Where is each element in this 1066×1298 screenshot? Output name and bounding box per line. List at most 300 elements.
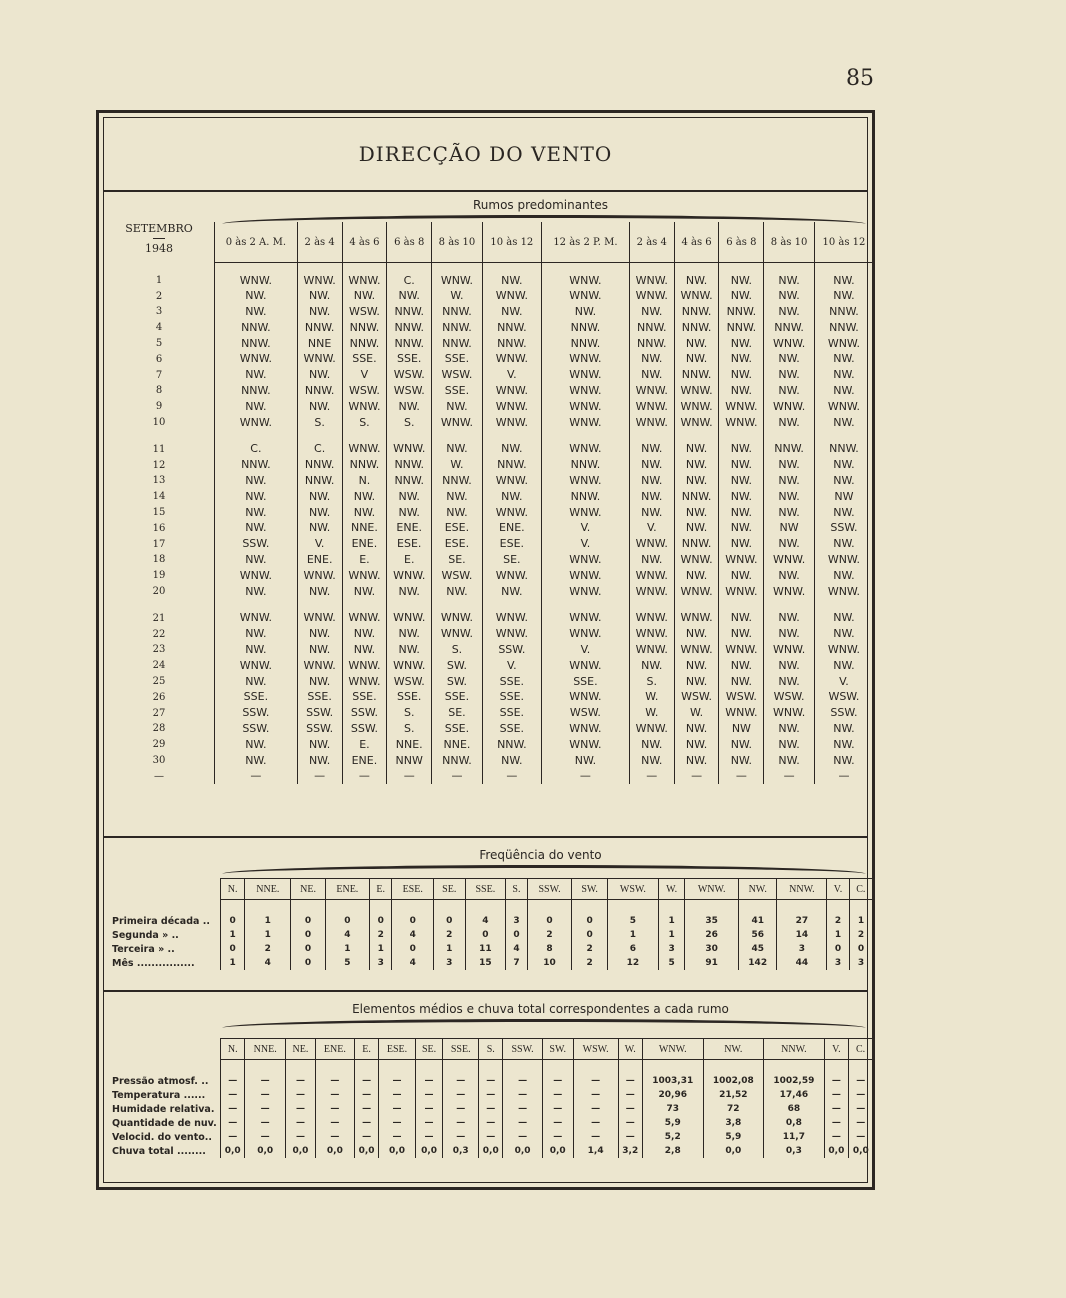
direction-body bbox=[104, 263, 873, 785]
elem-value: — bbox=[245, 1102, 285, 1116]
direction-cell: NNW. bbox=[629, 336, 674, 352]
direction-cell: NW. bbox=[215, 626, 298, 642]
direction-cell: W. bbox=[432, 457, 483, 473]
elem-value: — bbox=[245, 1116, 285, 1130]
elem-value: 0,0 bbox=[703, 1144, 764, 1158]
direction-cell: SSE. bbox=[432, 351, 483, 367]
direction-cell: NW. bbox=[764, 674, 815, 690]
direction-cell: — bbox=[814, 768, 873, 784]
direction-cell: WNW. bbox=[541, 721, 629, 737]
direction-cell: NW. bbox=[674, 520, 719, 536]
hour-header: 8 às 10 bbox=[764, 222, 815, 263]
freq-col-header: SE. bbox=[434, 879, 466, 900]
direction-cell: NW. bbox=[387, 584, 432, 600]
direction-cell: NNW. bbox=[482, 320, 541, 336]
elem-value: — bbox=[824, 1130, 848, 1144]
direction-cell: NW. bbox=[432, 489, 483, 505]
direction-cell: WNW. bbox=[541, 505, 629, 521]
table-row bbox=[104, 520, 873, 536]
direction-cell: NW. bbox=[215, 304, 298, 320]
freq-value: 12 bbox=[607, 956, 658, 970]
direction-cell: NNW. bbox=[387, 320, 432, 336]
elem-value: — bbox=[415, 1130, 443, 1144]
direction-cell bbox=[215, 599, 298, 610]
elem-value: — bbox=[315, 1116, 354, 1130]
elem-col-header: ENE. bbox=[315, 1039, 354, 1060]
direction-cell: S. bbox=[297, 415, 342, 431]
direction-cell: NNW. bbox=[814, 320, 873, 336]
direction-cell: NNE. bbox=[342, 520, 387, 536]
divider-freq bbox=[104, 836, 867, 838]
elem-value: — bbox=[221, 1130, 245, 1144]
direction-cell: SSW. bbox=[482, 642, 541, 658]
direction-cell: W. bbox=[674, 705, 719, 721]
freq-value: 3 bbox=[777, 942, 827, 956]
direction-cell: NW. bbox=[764, 610, 815, 626]
elem-value: 0,3 bbox=[764, 1144, 825, 1158]
elem-value: — bbox=[379, 1130, 415, 1144]
day-number: 2 bbox=[155, 290, 163, 302]
day-number: 10 bbox=[152, 417, 166, 429]
day-number bbox=[104, 599, 215, 610]
direction-cell: SSE. bbox=[432, 383, 483, 399]
direction-cell: SSW. bbox=[215, 705, 298, 721]
elem-row-label: Temperatura ...... bbox=[112, 1089, 206, 1101]
direction-cell: W. bbox=[629, 689, 674, 705]
day-number: 26 bbox=[152, 691, 166, 703]
day-number: 6 bbox=[155, 353, 163, 365]
freq-value: 2 bbox=[245, 942, 291, 956]
direction-cell: NW. bbox=[387, 288, 432, 304]
direction-cell: SW. bbox=[432, 658, 483, 674]
direction-cell bbox=[342, 430, 387, 441]
direction-cell: WNW. bbox=[674, 288, 719, 304]
elem-value: 0,0 bbox=[542, 1144, 573, 1158]
table-row bbox=[104, 1088, 873, 1102]
table-row bbox=[104, 536, 873, 552]
direction-cell: NW. bbox=[814, 457, 873, 473]
elem-col-header: NE. bbox=[285, 1039, 315, 1060]
direction-cell: WNW. bbox=[541, 568, 629, 584]
direction-cell bbox=[387, 599, 432, 610]
elem-value: 0,0 bbox=[221, 1144, 245, 1158]
table-row bbox=[104, 753, 873, 769]
day-number: 27 bbox=[152, 707, 166, 719]
frequency-table bbox=[104, 878, 873, 970]
direction-cell: NW. bbox=[719, 626, 764, 642]
direction-cell: WNW. bbox=[541, 273, 629, 289]
direction-cell: WNW. bbox=[629, 610, 674, 626]
direction-cell: SE. bbox=[432, 552, 483, 568]
elem-value: 0,3 bbox=[443, 1144, 479, 1158]
direction-cell: WNW. bbox=[342, 441, 387, 457]
freq-value: 0 bbox=[221, 914, 245, 928]
day-number: 7 bbox=[155, 369, 163, 381]
elem-value: 0,0 bbox=[245, 1144, 285, 1158]
elem-value: — bbox=[542, 1102, 573, 1116]
direction-cell: WNW. bbox=[541, 610, 629, 626]
table-row bbox=[104, 383, 873, 399]
elem-value: — bbox=[415, 1074, 443, 1088]
freq-value: 1 bbox=[607, 928, 658, 942]
rumos-title: Rumos predominantes bbox=[472, 198, 609, 212]
direction-cell: S. bbox=[629, 674, 674, 690]
freq-row-label: Mês ................ bbox=[112, 957, 195, 969]
day-number: 24 bbox=[152, 660, 166, 672]
direction-cell: NW. bbox=[432, 584, 483, 600]
elem-value: 5,9 bbox=[642, 1116, 703, 1130]
direction-cell: SSE. bbox=[387, 351, 432, 367]
direction-cell: WNW. bbox=[482, 568, 541, 584]
elem-value: 5,2 bbox=[642, 1130, 703, 1144]
elem-col-header: ESE. bbox=[379, 1039, 415, 1060]
direction-cell: C. bbox=[297, 441, 342, 457]
direction-cell: NW. bbox=[764, 737, 815, 753]
elem-value: 17,46 bbox=[764, 1088, 825, 1102]
direction-cell: NW. bbox=[215, 642, 298, 658]
elem-value: — bbox=[618, 1130, 642, 1144]
direction-cell: NW. bbox=[814, 536, 873, 552]
direction-cell: NW. bbox=[482, 441, 541, 457]
table-row bbox=[104, 457, 873, 473]
direction-cell: NNW. bbox=[215, 320, 298, 336]
freq-col-header: C. bbox=[849, 879, 872, 900]
direction-cell: NW. bbox=[719, 383, 764, 399]
freq-value: 5 bbox=[607, 914, 658, 928]
table-row bbox=[104, 674, 873, 690]
direction-cell: NW. bbox=[719, 520, 764, 536]
elem-value: — bbox=[285, 1130, 315, 1144]
direction-cell: NW. bbox=[215, 505, 298, 521]
freq-value: 0 bbox=[849, 942, 872, 956]
day-number: 12 bbox=[152, 459, 166, 471]
elem-value: 1,4 bbox=[573, 1144, 618, 1158]
elem-value: — bbox=[221, 1116, 245, 1130]
freq-value: 6 bbox=[607, 942, 658, 956]
elem-value: 0,0 bbox=[415, 1144, 443, 1158]
direction-cell: NW. bbox=[674, 505, 719, 521]
direction-cell bbox=[482, 430, 541, 441]
direction-cell bbox=[541, 430, 629, 441]
direction-cell: NNW. bbox=[215, 336, 298, 352]
direction-cell: NW. bbox=[674, 721, 719, 737]
elem-value: — bbox=[354, 1130, 378, 1144]
direction-cell: NW. bbox=[297, 399, 342, 415]
spacer-row bbox=[104, 900, 873, 915]
freq-value: 8 bbox=[527, 942, 572, 956]
direction-cell: NW. bbox=[764, 658, 815, 674]
direction-cell: NNW. bbox=[674, 304, 719, 320]
direction-cell: NW. bbox=[629, 658, 674, 674]
elem-value: 3,2 bbox=[618, 1144, 642, 1158]
direction-cell: NW. bbox=[297, 674, 342, 690]
direction-cell: NW. bbox=[629, 367, 674, 383]
direction-cell: WNW. bbox=[541, 737, 629, 753]
table-row bbox=[104, 273, 873, 289]
direction-cell: WNW. bbox=[215, 351, 298, 367]
direction-cell bbox=[674, 430, 719, 441]
direction-cell: NNW. bbox=[215, 457, 298, 473]
direction-cell: NW. bbox=[387, 642, 432, 658]
direction-cell: NW. bbox=[719, 457, 764, 473]
direction-cell: NNW. bbox=[814, 304, 873, 320]
freq-value: 0 bbox=[527, 914, 572, 928]
elem-value: — bbox=[824, 1088, 848, 1102]
direction-cell: W. bbox=[629, 705, 674, 721]
direction-cell: NNW. bbox=[629, 320, 674, 336]
direction-cell: NNW. bbox=[297, 473, 342, 489]
freq-value: 11 bbox=[465, 942, 506, 956]
direction-cell: NW. bbox=[297, 520, 342, 536]
direction-cell: NW. bbox=[719, 568, 764, 584]
label-header bbox=[104, 879, 221, 900]
direction-cell: NW. bbox=[482, 489, 541, 505]
hour-header: 8 às 10 bbox=[432, 222, 483, 263]
direction-cell: NW. bbox=[674, 336, 719, 352]
direction-cell: WNW. bbox=[541, 367, 629, 383]
freq-col-header: SSE. bbox=[465, 879, 506, 900]
day-number: 22 bbox=[152, 628, 166, 640]
direction-cell: NNW. bbox=[674, 320, 719, 336]
direction-cell: SSE. bbox=[482, 674, 541, 690]
freq-value: 1 bbox=[221, 956, 245, 970]
day-number: 9 bbox=[155, 401, 163, 413]
direction-cell: WSW. bbox=[342, 383, 387, 399]
table-row bbox=[104, 1116, 873, 1130]
freq-title: Freqüência do vento bbox=[479, 848, 602, 862]
freq-value: 10 bbox=[527, 956, 572, 970]
elem-col-header: WSW. bbox=[573, 1039, 618, 1060]
direction-cell: NW. bbox=[432, 399, 483, 415]
direction-cell: NW. bbox=[814, 351, 873, 367]
elem-value: — bbox=[542, 1088, 573, 1102]
direction-cell: NW. bbox=[764, 288, 815, 304]
direction-cell: NW. bbox=[764, 536, 815, 552]
elem-value: — bbox=[573, 1102, 618, 1116]
direction-cell: NNE. bbox=[432, 737, 483, 753]
elem-value: — bbox=[503, 1102, 542, 1116]
elem-value: — bbox=[245, 1088, 285, 1102]
direction-cell: NW. bbox=[482, 304, 541, 320]
direction-cell: SSW. bbox=[215, 721, 298, 737]
elem-value: — bbox=[618, 1074, 642, 1088]
direction-cell: NW. bbox=[342, 626, 387, 642]
direction-cell: SE. bbox=[432, 705, 483, 721]
direction-cell: SSE. bbox=[482, 689, 541, 705]
elem-col-header: C. bbox=[849, 1039, 873, 1060]
direction-cell: ENE. bbox=[387, 520, 432, 536]
table-row bbox=[104, 768, 873, 784]
hour-header: 12 às 2 P. M. bbox=[541, 222, 629, 263]
direction-cell: WNW. bbox=[482, 473, 541, 489]
freq-value: 5 bbox=[658, 956, 684, 970]
direction-cell: SSW. bbox=[215, 536, 298, 552]
day-number: 1 bbox=[155, 274, 163, 286]
direction-cell: SSE. bbox=[342, 351, 387, 367]
elem-value: 0,0 bbox=[849, 1144, 873, 1158]
direction-cell: ENE. bbox=[482, 520, 541, 536]
table-row bbox=[104, 928, 873, 942]
direction-cell: WNW. bbox=[541, 473, 629, 489]
freq-value: 3 bbox=[827, 956, 849, 970]
direction-cell: WSW. bbox=[387, 674, 432, 690]
elem-value: — bbox=[379, 1116, 415, 1130]
direction-cell: NW. bbox=[215, 489, 298, 505]
elem-value: 3,8 bbox=[703, 1116, 764, 1130]
direction-cell: WNW. bbox=[541, 441, 629, 457]
day-number: 21 bbox=[152, 612, 166, 624]
direction-cell: NW. bbox=[674, 457, 719, 473]
day-number: 15 bbox=[152, 507, 166, 519]
direction-cell: NW. bbox=[297, 489, 342, 505]
elem-value: — bbox=[849, 1116, 873, 1130]
direction-cell: ENE. bbox=[297, 552, 342, 568]
year-label: 1948 bbox=[145, 242, 173, 255]
direction-cell: NW. bbox=[719, 610, 764, 626]
direction-cell: WNW. bbox=[215, 610, 298, 626]
direction-cell: WNW. bbox=[674, 383, 719, 399]
freq-value: 5 bbox=[325, 956, 369, 970]
inner-frame bbox=[103, 117, 868, 1183]
elem-value: 21,52 bbox=[703, 1088, 764, 1102]
direction-cell: ESE. bbox=[387, 536, 432, 552]
table-frame bbox=[96, 110, 875, 1190]
page-title: DIRECÇÃO DO VENTO bbox=[358, 142, 613, 166]
direction-cell: NNW. bbox=[674, 536, 719, 552]
table-row bbox=[104, 626, 873, 642]
direction-cell: — bbox=[674, 768, 719, 784]
table-row bbox=[104, 367, 873, 383]
freq-value: 41 bbox=[739, 914, 777, 928]
freq-value: 0 bbox=[572, 928, 608, 942]
hour-header: 2 às 4 bbox=[297, 222, 342, 263]
direction-cell: WNW. bbox=[387, 658, 432, 674]
freq-value: 3 bbox=[434, 956, 466, 970]
direction-cell bbox=[719, 599, 764, 610]
direction-cell: WNW. bbox=[482, 383, 541, 399]
direction-cell: NW. bbox=[629, 505, 674, 521]
table-row bbox=[104, 489, 873, 505]
direction-cell: S. bbox=[342, 415, 387, 431]
direction-cell: WNW. bbox=[482, 626, 541, 642]
direction-cell: WNW. bbox=[814, 642, 873, 658]
divider-elem bbox=[104, 990, 867, 992]
table-row bbox=[104, 304, 873, 320]
direction-cell: WNW. bbox=[764, 705, 815, 721]
direction-cell: V. bbox=[629, 520, 674, 536]
direction-cell: NW. bbox=[629, 441, 674, 457]
direction-cell: C. bbox=[215, 441, 298, 457]
direction-cell: NW. bbox=[342, 505, 387, 521]
direction-cell: WNW. bbox=[629, 721, 674, 737]
direction-cell: S. bbox=[387, 705, 432, 721]
direction-cell: NW. bbox=[674, 568, 719, 584]
day-number: 28 bbox=[152, 723, 166, 735]
direction-cell: C. bbox=[387, 273, 432, 289]
elem-col-header: WNW. bbox=[642, 1039, 703, 1060]
direction-cell: WNW. bbox=[541, 415, 629, 431]
direction-cell: NW. bbox=[764, 505, 815, 521]
direction-cell: WNW. bbox=[541, 288, 629, 304]
direction-cell: WNW. bbox=[432, 610, 483, 626]
elem-value: — bbox=[285, 1088, 315, 1102]
direction-cell bbox=[764, 430, 815, 441]
direction-cell: NW. bbox=[297, 642, 342, 658]
direction-cell: NW. bbox=[482, 584, 541, 600]
direction-cell: NNW. bbox=[674, 367, 719, 383]
direction-cell bbox=[342, 599, 387, 610]
direction-cell: NW. bbox=[764, 457, 815, 473]
direction-cell: ESE. bbox=[432, 536, 483, 552]
direction-cell: NW. bbox=[297, 753, 342, 769]
direction-cell: NW. bbox=[482, 753, 541, 769]
elem-value: — bbox=[573, 1116, 618, 1130]
freq-value: 35 bbox=[685, 914, 739, 928]
direction-cell bbox=[387, 430, 432, 441]
elem-value: — bbox=[285, 1102, 315, 1116]
direction-cell: NW. bbox=[764, 273, 815, 289]
direction-cell: NW. bbox=[719, 441, 764, 457]
direction-cell: E. bbox=[342, 737, 387, 753]
freq-value: 0 bbox=[465, 928, 506, 942]
freq-value: 0 bbox=[291, 956, 325, 970]
table-row bbox=[104, 473, 873, 489]
direction-cell: — bbox=[342, 768, 387, 784]
elem-value: — bbox=[618, 1116, 642, 1130]
elem-value: — bbox=[415, 1102, 443, 1116]
direction-cell: NNW. bbox=[387, 304, 432, 320]
freq-value: 0 bbox=[392, 942, 434, 956]
direction-cell: NW. bbox=[629, 753, 674, 769]
elem-value: — bbox=[503, 1116, 542, 1130]
page-number: 85 bbox=[846, 66, 874, 91]
direction-cell: WNW. bbox=[541, 658, 629, 674]
direction-cell: SSE. bbox=[482, 705, 541, 721]
table-row bbox=[104, 1102, 873, 1116]
direction-cell bbox=[764, 599, 815, 610]
direction-cell: WNW. bbox=[674, 552, 719, 568]
freq-value: 0 bbox=[827, 942, 849, 956]
table-row bbox=[104, 956, 873, 970]
elem-value: — bbox=[479, 1116, 503, 1130]
elem-row-label: Pressão atmosf. .. bbox=[112, 1075, 209, 1087]
direction-cell bbox=[432, 599, 483, 610]
day-number: 4 bbox=[155, 322, 163, 334]
day-number: 11 bbox=[152, 443, 166, 455]
freq-value: 2 bbox=[434, 928, 466, 942]
freq-value: 1 bbox=[245, 914, 291, 928]
elem-value: — bbox=[618, 1088, 642, 1102]
direction-cell: — bbox=[541, 768, 629, 784]
direction-cell: SSE. bbox=[432, 721, 483, 737]
direction-cell: NW. bbox=[764, 473, 815, 489]
direction-cell: NW. bbox=[719, 674, 764, 690]
direction-cell: WNW. bbox=[719, 642, 764, 658]
day-header-cell bbox=[104, 222, 215, 263]
table-row bbox=[104, 399, 873, 415]
direction-cell: SSE. bbox=[387, 689, 432, 705]
freq-value: 4 bbox=[465, 914, 506, 928]
direction-cell: NW. bbox=[215, 552, 298, 568]
direction-cell: WNW. bbox=[482, 351, 541, 367]
elem-value: — bbox=[315, 1088, 354, 1102]
direction-cell: NNW. bbox=[342, 457, 387, 473]
direction-cell: NW bbox=[719, 721, 764, 737]
elem-value: 0,0 bbox=[354, 1144, 378, 1158]
elem-value: 0,0 bbox=[285, 1144, 315, 1158]
freq-value: 0 bbox=[370, 914, 392, 928]
direction-cell: WNW. bbox=[215, 658, 298, 674]
